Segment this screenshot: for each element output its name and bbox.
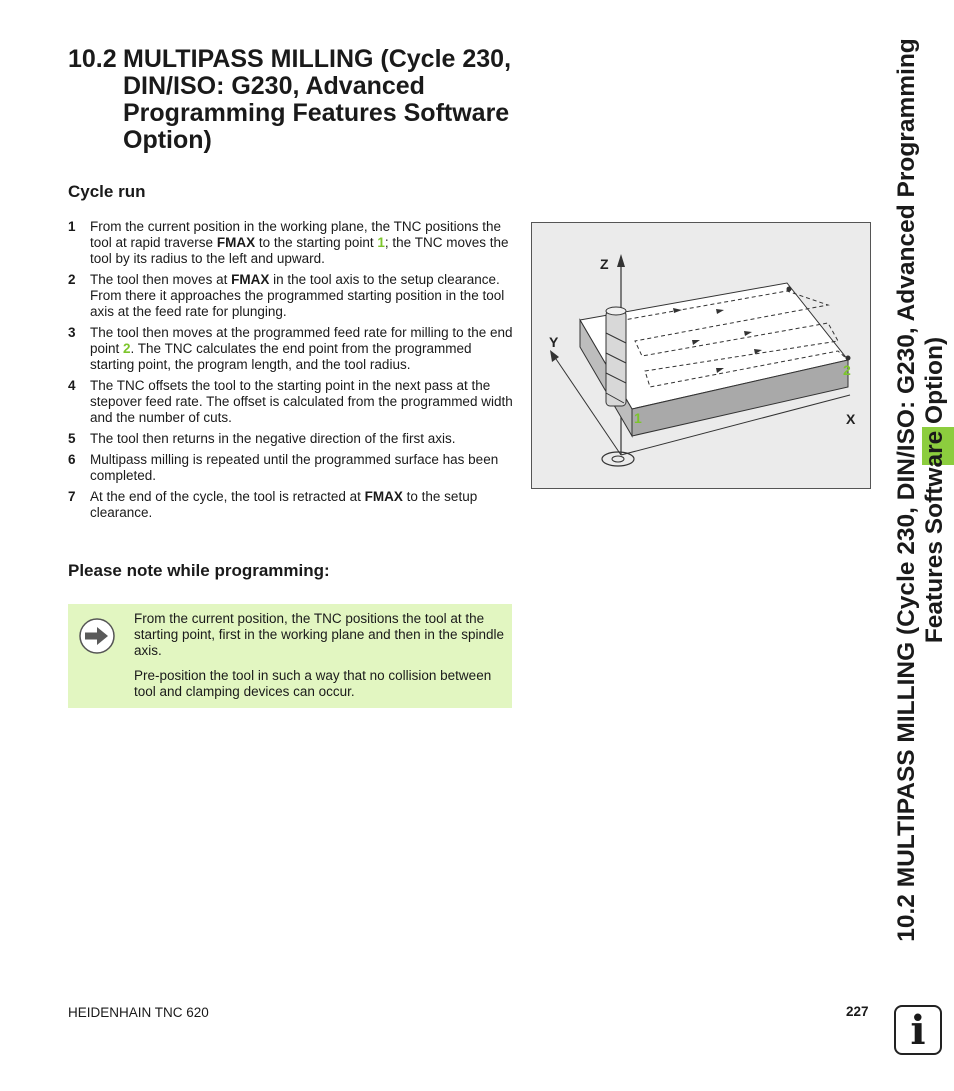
note-text [134, 611, 504, 709]
info-icon [894, 1005, 942, 1055]
step-text: in the tool axis to the setup clearance. From there it approaches the programmed starting position in the tool axis at the feed rate for plunging. [90, 272, 505, 319]
step-text: From the current position in the working plane, the TNC positions the tool at rapid traverse [90, 219, 501, 250]
start-dot [787, 287, 792, 292]
start-point-label: 1 [634, 410, 642, 426]
footer-manual-name: HEIDENHAIN TNC 620 [68, 1005, 209, 1020]
step-number: 4 [68, 378, 76, 393]
step-number: 6 [68, 452, 76, 467]
info-glyph: i [910, 1007, 926, 1054]
step-point-ref: 2 [123, 341, 131, 356]
step-text: ; the TNC moves the tool by its radius to the left and upward. [90, 235, 509, 266]
step-item [68, 489, 513, 521]
step-item [68, 431, 513, 447]
step-text: to the setup clearance. [90, 489, 478, 520]
step-item [68, 272, 513, 320]
step-keyword: FMAX [216, 235, 256, 250]
side-tab-title [884, 0, 954, 990]
step-number: 3 [68, 325, 76, 340]
step-keyword: FMAX [231, 272, 270, 287]
section-title [68, 46, 538, 154]
origin-marker [602, 452, 634, 466]
step-item [68, 452, 513, 484]
step-number: 2 [68, 272, 76, 287]
cycle-steps-list [68, 219, 513, 526]
note-paragraph: From the current position, the TNC positions the tool at the starting point, first in the working plane and then in the spindle axis. [134, 611, 504, 658]
step-item [68, 378, 513, 426]
end-dot [846, 356, 851, 361]
step-item [68, 325, 513, 373]
step-text: The TNC offsets the tool to the starting point in the next pass at the stepover feed rate. The offset is calculated from the programmed width and the number of cuts. [90, 378, 513, 425]
step-text: The tool then moves at the programmed feed rate for milling to the end point [90, 325, 513, 356]
step-text: . The TNC calculates the end point from the programmed starting point, the program length, and the tool radius. [90, 341, 472, 372]
step-point-ref: 1 [377, 235, 385, 250]
step-text: The tool then moves at [90, 272, 232, 287]
section-number: 10.2 [68, 45, 117, 73]
section-title-text: MULTIPASS MILLING (Cycle 230, DIN/ISO: G230, Advanced Programming Features Software Option) [123, 45, 512, 154]
milling-tool [606, 307, 626, 406]
multipass-milling-figure [531, 222, 871, 489]
end-point-label: 2 [843, 362, 851, 378]
step-text: to the starting point [255, 235, 378, 250]
step-keyword: FMAX [364, 489, 403, 504]
milling-illustration [532, 223, 870, 488]
note-heading: Please note while programming: [68, 561, 330, 580]
origin-marker-inner [612, 456, 624, 462]
step-number: 5 [68, 431, 76, 446]
axis-y-label: Y [549, 334, 559, 350]
side-tab-line: Features Software Option) [921, 336, 948, 644]
step-text: At the end of the cycle, the tool is retracted at [90, 489, 365, 504]
arrow-right-icon [78, 617, 116, 655]
step-text: Multipass milling is repeated until the programmed surface has been completed. [90, 452, 499, 483]
axis-z-label: Z [600, 256, 609, 272]
step-number: 7 [68, 489, 76, 504]
side-chapter-tab [880, 0, 954, 1000]
note-paragraph: Pre-position the tool in such a way that no collision between tool and clamping devices can occur. [134, 668, 492, 699]
step-text: The tool then returns in the negative direction of the first axis. [90, 431, 456, 446]
step-item [68, 219, 513, 267]
axis-x-label: X [846, 411, 856, 427]
note-box [68, 604, 512, 708]
side-tab-line: 10.2 MULTIPASS MILLING (Cycle 230, DIN/ISO: G230, Advanced Programming [893, 38, 920, 942]
page-number: 227 [846, 1004, 869, 1019]
y-axis-arrow [550, 350, 559, 362]
step-number: 1 [68, 219, 76, 234]
cycle-run-heading: Cycle run [68, 182, 146, 201]
z-axis-arrow [617, 254, 625, 267]
